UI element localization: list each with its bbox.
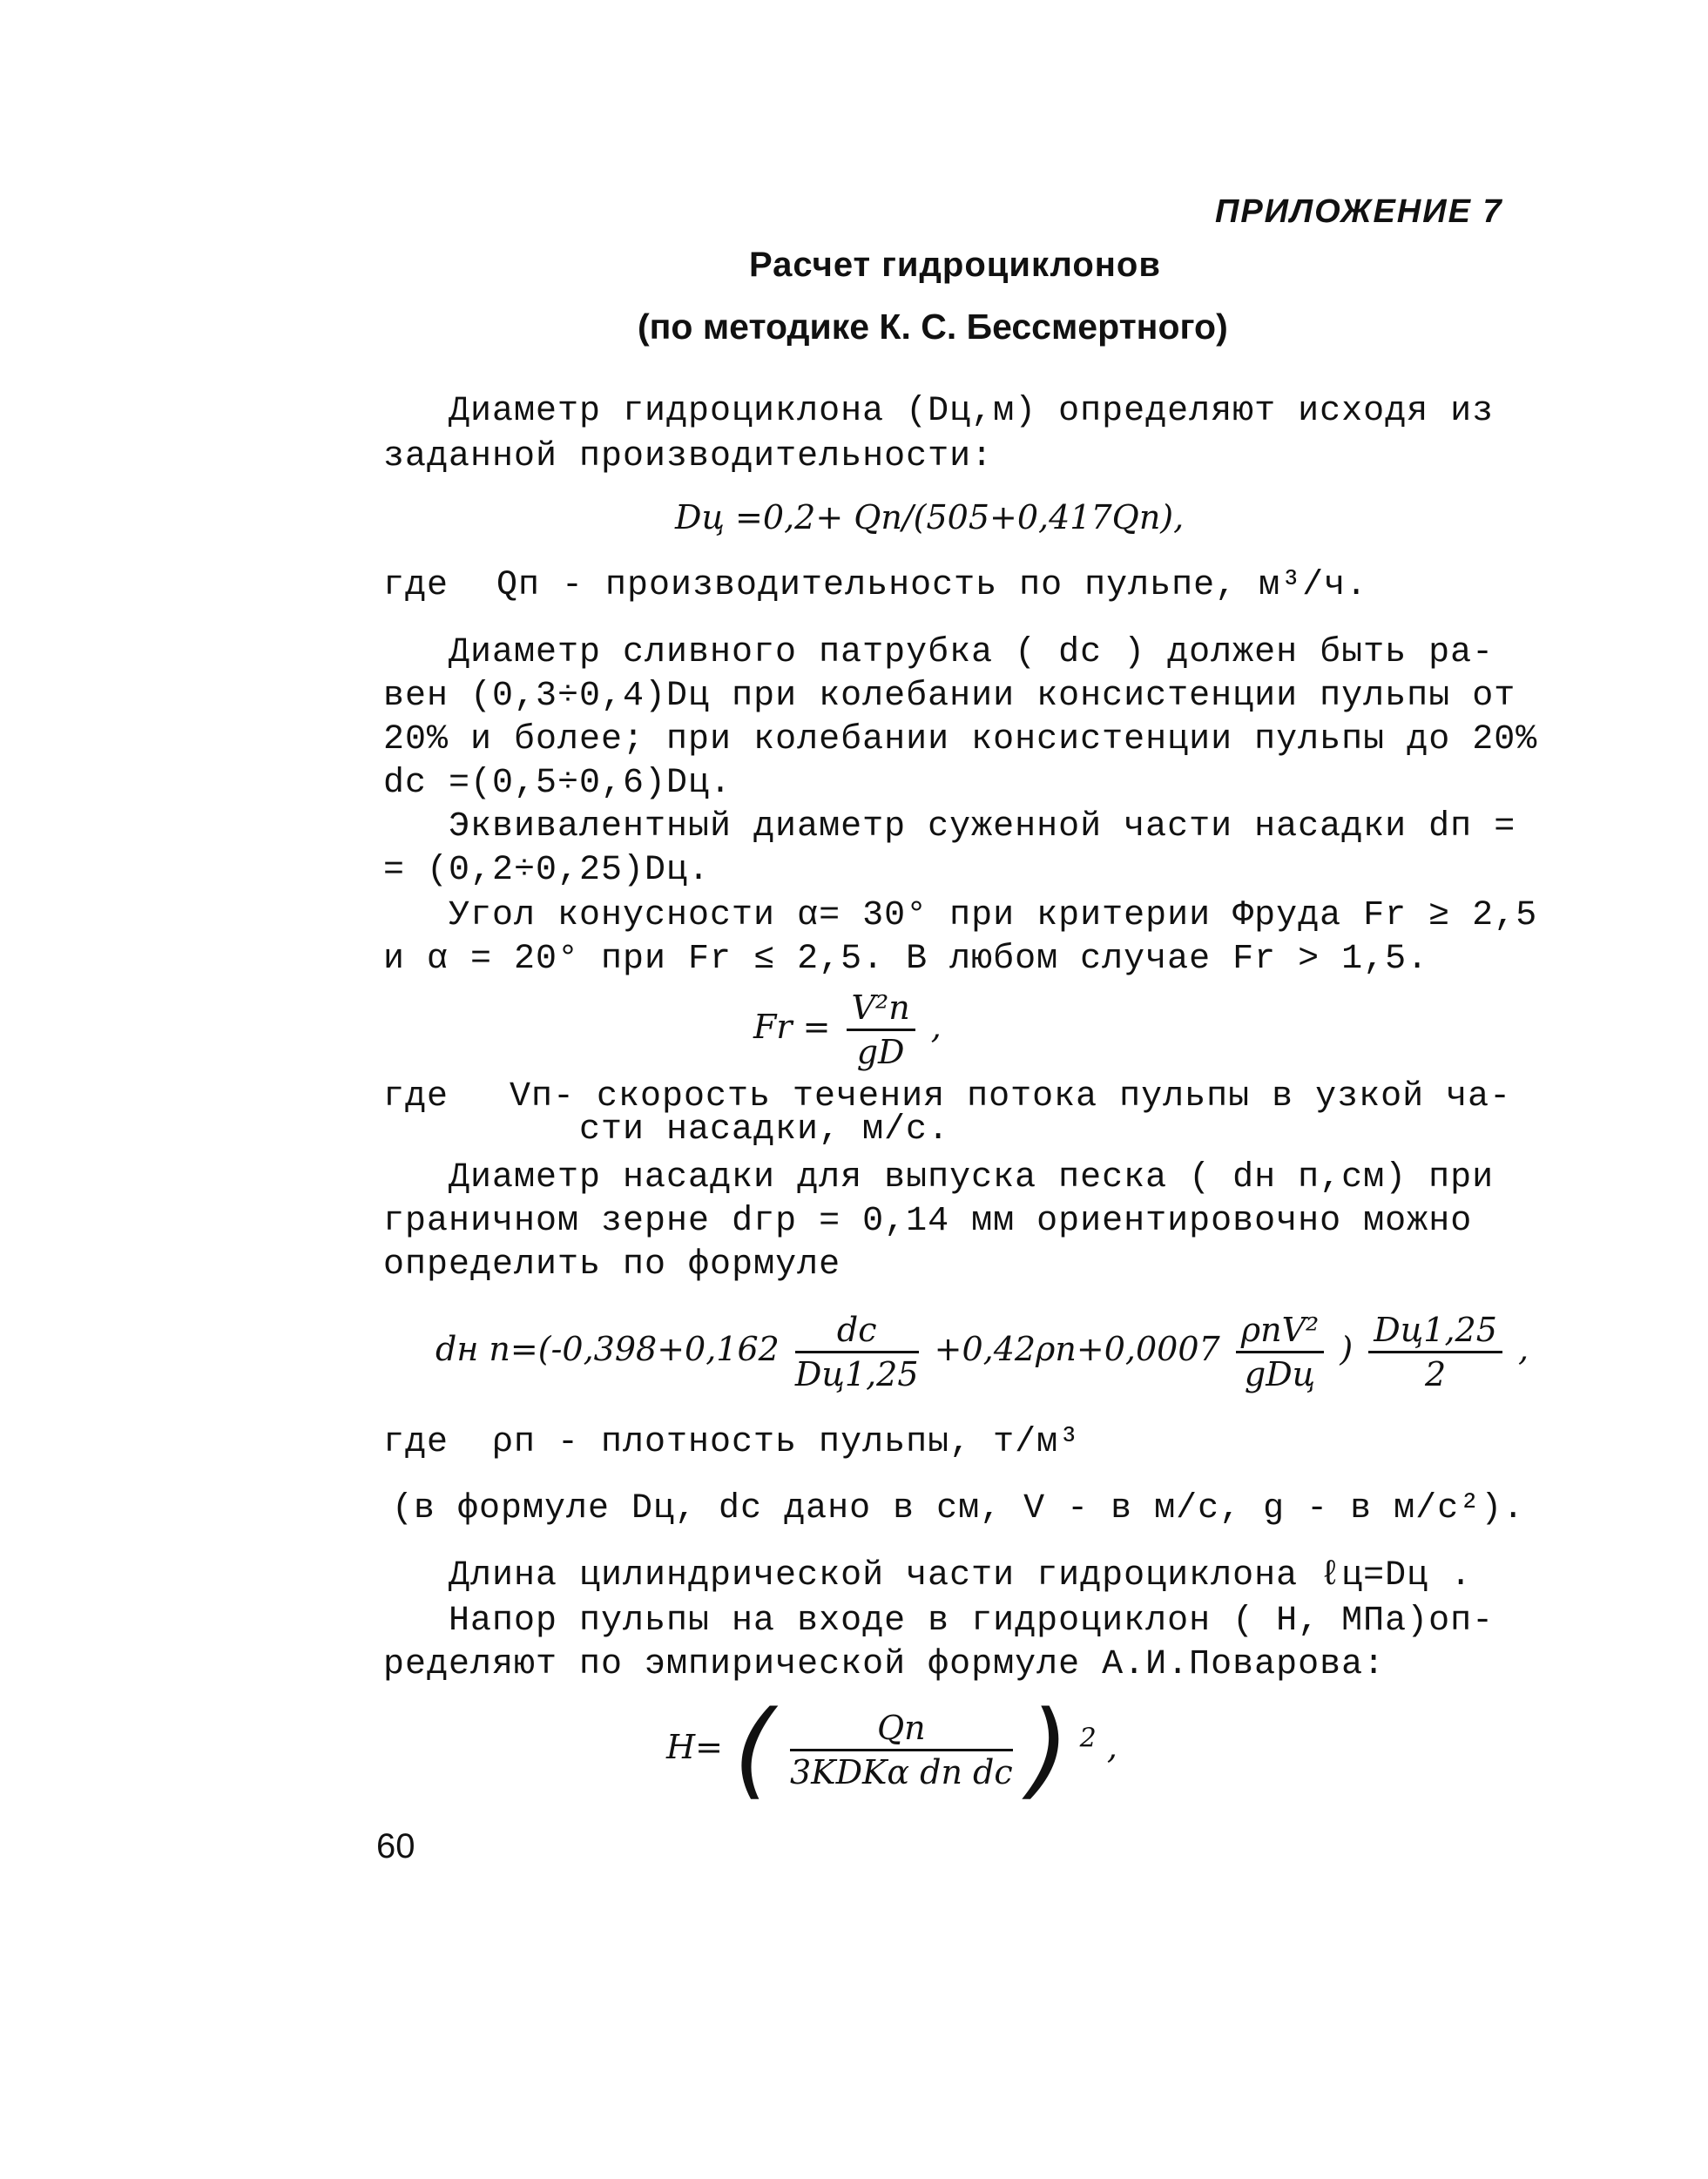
where-label: где <box>383 1077 449 1116</box>
formula-nozzle-fraction3 <box>1368 1311 1502 1393</box>
where-label: где <box>383 1423 449 1462</box>
formula-pressure-exponent: 2 <box>1079 1723 1097 1754</box>
paragraph-line: и α = 20° при Fr ≤ 2,5. В любом случае Fr > 1,5. <box>383 940 1429 979</box>
paragraph-line: вен (0,3÷0,4)Dц при колебании консистенции пульпы от <box>383 677 1516 716</box>
paragraph-line: Диаметр сливного патрубка ( dс ) должен быть ра- <box>449 633 1495 672</box>
formula-froude-denominator: gD <box>856 1033 905 1071</box>
paragraph-line: = (0,2÷0,25)Dц. <box>383 851 711 890</box>
formula-nozzle-fraction1-numerator: dс <box>795 1311 919 1353</box>
where-label: где <box>383 566 449 605</box>
page-number: 60 <box>376 1827 415 1865</box>
formula-nozzle-fraction2 <box>1236 1311 1325 1393</box>
formula-pressure-tail: , <box>1106 1728 1117 1766</box>
formula-nozzle-fraction1-denominator: Dц1,25 <box>794 1355 919 1393</box>
paragraph-line: заданной производительности: <box>383 437 994 476</box>
formula-nozzle-mid: +0,42ρп+0,0007 <box>934 1330 1220 1368</box>
formula-nozzle-fraction2-numerator: ρпV² <box>1236 1311 1325 1353</box>
formula-froude-numerator: V²п <box>847 988 915 1031</box>
formula-pressure-denominator: 3KDKα dп dс <box>790 1753 1013 1791</box>
formula-nozzle-diameter <box>435 1311 1529 1393</box>
formula-pressure: H= ( $\frac{Qп}{\text{3KDKα dп dс}}$ ) $^2$ , <box>666 1690 1117 1811</box>
paragraph-line: 20% и более; при колебании консистенции пульпы до 20% <box>383 720 1538 759</box>
paragraph-line: Диаметр насадки для выпуска песка ( dн п,см) при <box>449 1158 1495 1197</box>
formula-froude-fraction <box>847 988 915 1071</box>
definition-line: сти насадки, м/с. <box>579 1110 950 1150</box>
definition-line: ρп - плотность пульпы, т/м³ <box>492 1423 1081 1462</box>
paragraph-line: ределяют по эмпирической формуле А.И.Поварова: <box>383 1645 1386 1684</box>
paragraph-line: граничном зерне dгр = 0,14 мм ориентировочно можно <box>383 1202 1473 1241</box>
formula-nozzle-fraction3-denominator: 2 <box>1425 1355 1447 1393</box>
formula-pressure-fraction <box>790 1709 1013 1791</box>
formula-nozzle-fraction2-denominator: gDц <box>1244 1355 1316 1393</box>
page-title: Расчет гидроциклонов <box>749 246 1161 284</box>
formula-nozzle-fraction3-numerator: Dц1,25 <box>1368 1311 1502 1353</box>
paragraph-line: определить по формуле <box>383 1245 841 1285</box>
formula-diameter: Dц =0,2+ Qп/(505+0,417Qп), <box>675 498 1185 536</box>
units-note: (в формуле Dц, dс дано в см, V - в м/с, g - в м/с²). <box>392 1489 1525 1528</box>
definition-line: Qп - производительность по пульпе, м³/ч. <box>496 566 1368 605</box>
formula-nozzle-fraction1 <box>795 1311 919 1393</box>
paragraph-line: Диаметр гидроциклона (Dц,м) определяют исходя из <box>449 392 1495 431</box>
formula-froude-tail: , <box>930 1008 942 1046</box>
page-subtitle: (по методике К. С. Бессмертного) <box>638 307 1228 347</box>
formula-nozzle-tail: , <box>1517 1330 1529 1368</box>
formula-pressure-lhs: H= <box>666 1728 723 1766</box>
formula-nozzle-lhs: dн п=(-0,398+0,162 <box>435 1330 780 1368</box>
appendix-label: ПРИЛОЖЕНИЕ 7 <box>1215 193 1503 230</box>
paragraph-line: dс =(0,5÷0,6)Dц. <box>383 764 732 803</box>
paragraph-line: Эквивалентный диаметр суженной части насадки dп = <box>449 807 1516 847</box>
formula-froude <box>753 988 942 1071</box>
paragraph-line: Напор пульпы на входе в гидроциклон ( H, МПа)оп- <box>449 1602 1495 1641</box>
formula-pressure-numerator: Qп <box>790 1709 1013 1751</box>
definition-line: Vп- скорость течения потока пульпы в узкой ча- <box>510 1077 1512 1116</box>
paragraph-line: Длина цилиндрической части гидроциклона ℓц=Dц . <box>449 1556 1473 1595</box>
formula-nozzle-close: ) <box>1340 1330 1354 1368</box>
paragraph-line: Угол конусности α= 30° при критерии Фруда Fr ≥ 2,5 <box>449 896 1538 935</box>
formula-froude-lhs: Fr = <box>753 1008 831 1046</box>
